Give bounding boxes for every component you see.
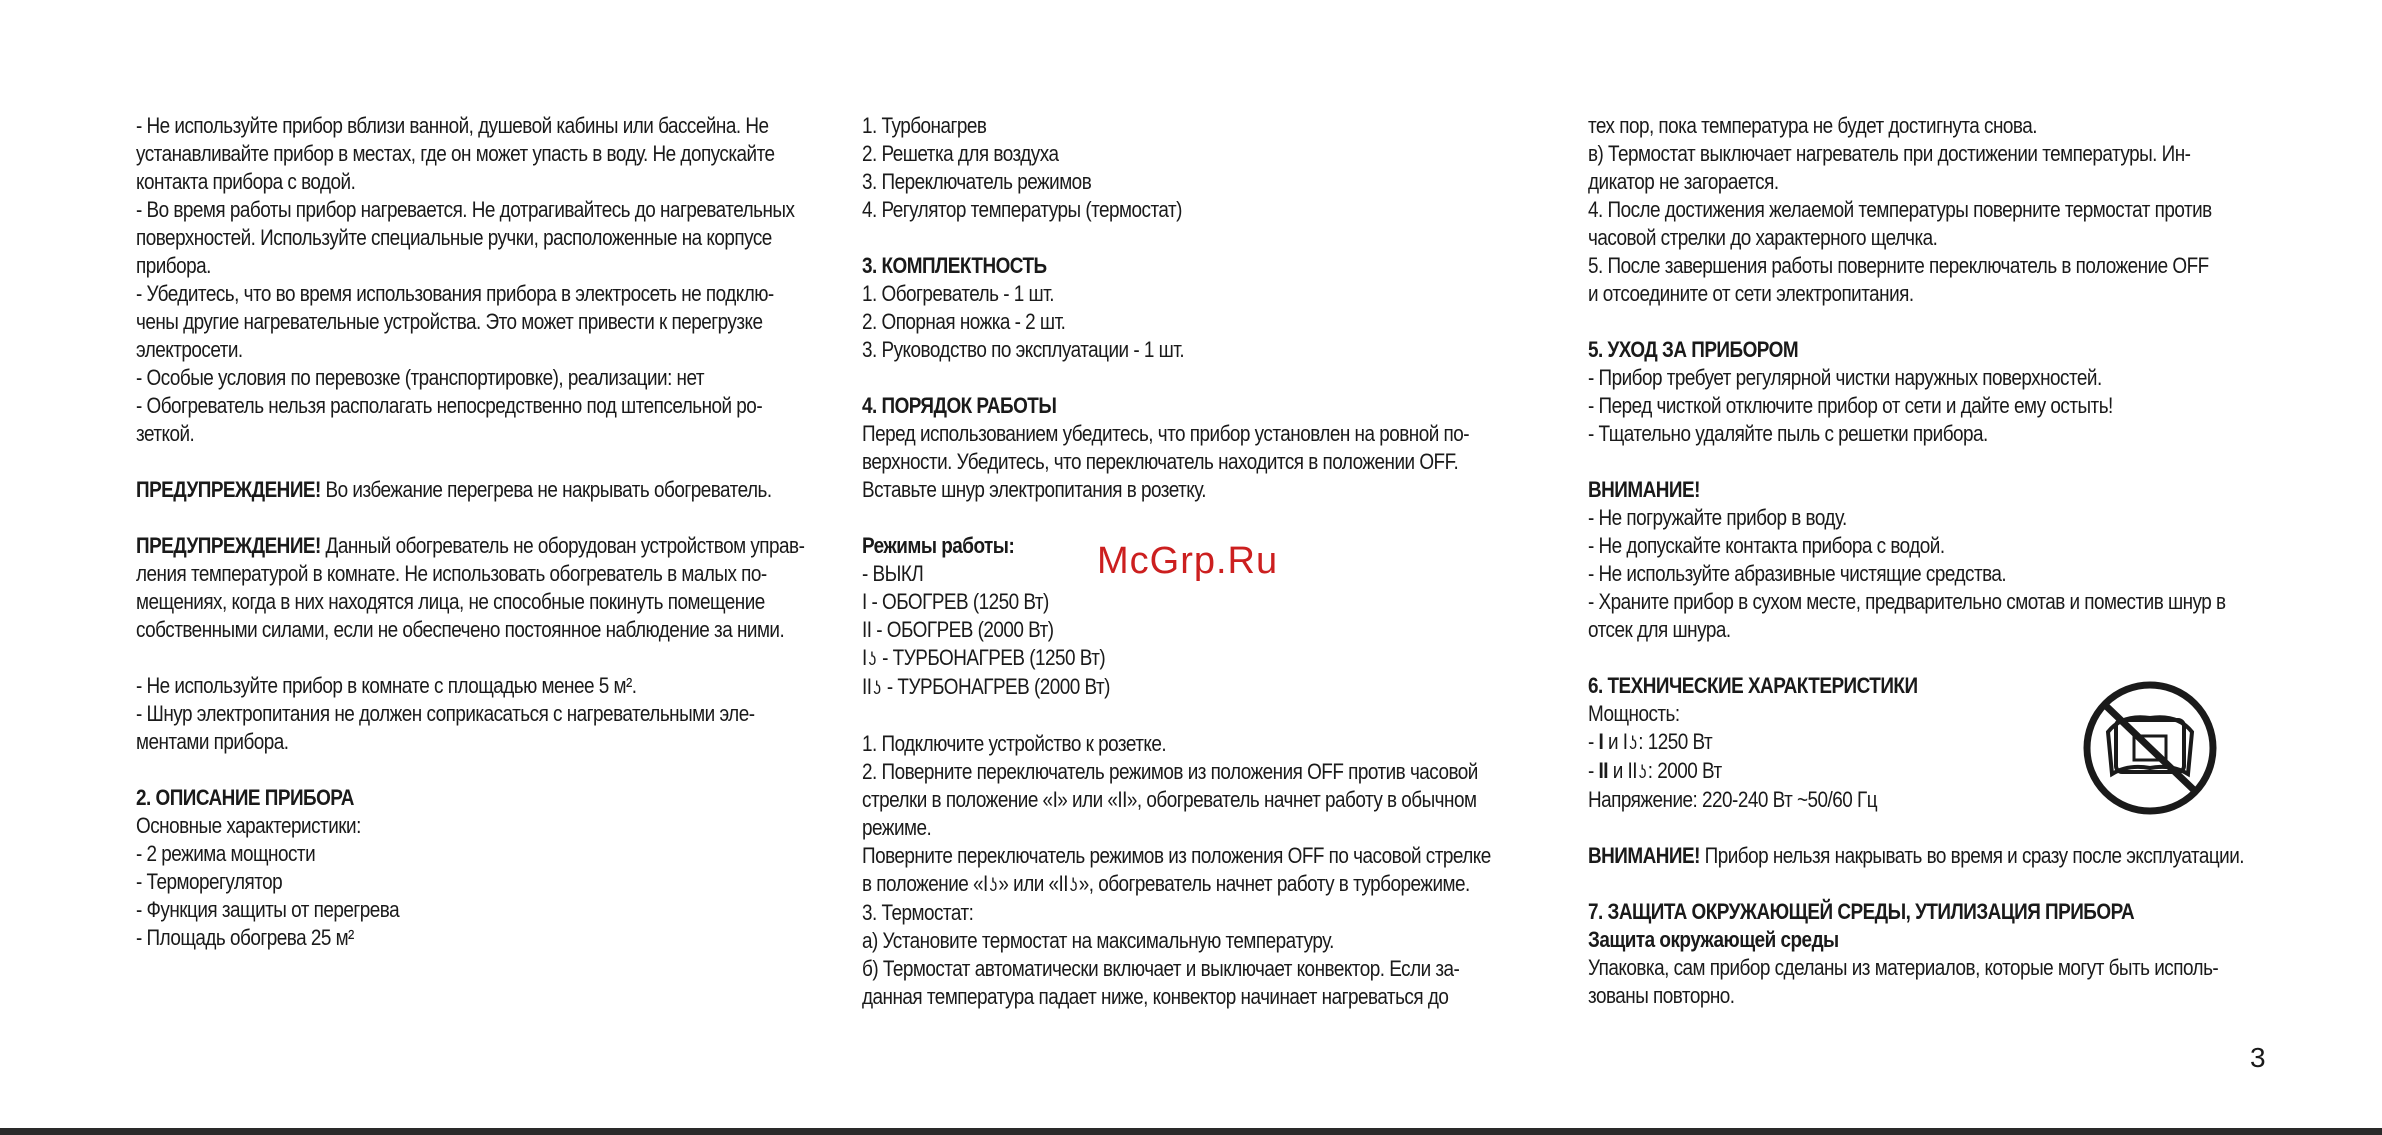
fan-icon: ʖ	[1629, 733, 1637, 753]
section-heading: 5. УХОД ЗА ПРИБОРОМ	[1588, 337, 1799, 362]
text-line: 2. Поверните переключатель режимов из положения OFF против часовой	[862, 759, 1478, 784]
list-item: - Прибор требует регулярной чистки наружных поверхностей.	[1588, 365, 2102, 390]
fan-icon: ʖ	[1638, 762, 1646, 782]
text-line: - Шнур электропитания не должен соприкасаться с нагревательными эле-	[136, 701, 755, 726]
list-item: 4. Регулятор температуры (термостат)	[862, 197, 1182, 222]
list-item: - Перед чисткой отключите прибор от сети и дайте ему остыть!	[1588, 393, 2113, 418]
spec-line: - II и IIʖ: 2000 Вт	[1588, 757, 2276, 786]
section-heading: 3. КОМПЛЕКТНОСТЬ	[862, 253, 1047, 278]
text-line: зеткой.	[136, 421, 195, 446]
attention-heading: ВНИМАНИЕ!	[1588, 477, 1700, 502]
text-line: устанавливайте прибор в местах, где он может упасть в воду. Не допускайте	[136, 141, 775, 166]
page-number: 3	[2250, 1042, 2266, 1073]
text-line: поверхностей. Используйте специальные ручки, расположенные на корпусе	[136, 225, 772, 250]
list-item: - Терморегулятор	[136, 869, 283, 894]
list-item: - Не допускайте контакта прибора с водой.	[1588, 533, 1945, 558]
text-line: и отсоедините от сети электропитания.	[1588, 281, 1914, 306]
text-line: отсек для шнура.	[1588, 617, 1731, 642]
text-line: Перед использованием убедитесь, что прибор установлен на ровной по-	[862, 421, 1470, 446]
warning-text: Во избежание перегрева не накрывать обогреватель.	[320, 477, 772, 502]
mode-item: Iʖ - ТУРБОНАГРЕВ (1250 Вт)	[862, 644, 1550, 673]
text-line: 4. После достижения желаемой температуры поверните термостат против	[1588, 197, 2212, 222]
text-line: Основные характеристики:	[136, 813, 361, 838]
warning-text: Данный обогреватель не оборудован устройством управ-	[320, 533, 805, 558]
fan-icon: ʖ	[989, 875, 997, 895]
right-column	[1588, 112, 2276, 1010]
section-heading: 7. ЗАЩИТА ОКРУЖАЮЩЕЙ СРЕДЫ, УТИЛИЗАЦИЯ ПРИБОРА	[1588, 899, 2135, 924]
warning-label: ПРЕДУПРЕЖДЕНИЕ!	[136, 533, 321, 558]
text-line: - Не используйте прибор в комнате с площадью менее 5 м².	[136, 673, 637, 698]
modes-heading: Режимы работы:	[862, 533, 1015, 558]
text-line: зованы повторно.	[1588, 983, 1735, 1008]
list-item: - Функция защиты от перегрева	[136, 897, 400, 922]
text-line: Мощность:	[1588, 701, 1680, 726]
text-line: Поверните переключатель режимов из положения OFF по часовой стрелке	[862, 843, 1491, 868]
list-item: 1. Турбонагрев	[862, 113, 987, 138]
list-item: - Тщательно удаляйте пыль с решетки прибора.	[1588, 421, 1988, 446]
mode-item: II - ОБОГРЕВ (2000 Вт)	[862, 617, 1054, 642]
list-item: - 2 режима мощности	[136, 841, 316, 866]
list-item: 2. Опорная ножка - 2 шт.	[862, 309, 1066, 334]
list-item: - Площадь обогрева 25 м²	[136, 925, 354, 950]
text-line: - Обогреватель нельзя располагать непосредственно под штепсельной ро-	[136, 393, 763, 418]
mode-item: - ВЫКЛ	[862, 561, 924, 586]
fan-icon: ʖ	[868, 649, 876, 669]
list-item: 2. Решетка для воздуха	[862, 141, 1059, 166]
text-line: Вставьте шнур электропитания в розетку.	[862, 477, 1207, 502]
text-line: ления температурой в комнате. Не использовать обогреватель в малых по-	[136, 561, 767, 586]
text-line: - Убедитесь, что во время использования прибора в электросеть не подклю-	[136, 281, 774, 306]
text-line: электросети.	[136, 337, 243, 362]
text-line: - Не используйте прибор вблизи ванной, душевой кабины или бассейна. Не	[136, 113, 769, 138]
fan-icon: ʖ	[1069, 875, 1077, 895]
warning-label: ПРЕДУПРЕЖДЕНИЕ!	[136, 477, 321, 502]
text-line: тех пор, пока температура не будет достигнута снова.	[1588, 113, 2037, 138]
section-heading: 2. ОПИСАНИЕ ПРИБОРА	[136, 785, 354, 810]
list-item: 3. Руководство по эксплуатации - 1 шт.	[862, 337, 1185, 362]
text-line: прибора.	[136, 253, 211, 278]
bottom-divider	[0, 1128, 2382, 1135]
mode-item: I - ОБОГРЕВ (1250 Вт)	[862, 589, 1049, 614]
text-line: мещениях, когда в них находятся лица, не способные покинуть помещение	[136, 589, 765, 614]
text-line: 5. После завершения работы поверните переключатель в положение OFF	[1588, 253, 2209, 278]
list-item: 1. Обогреватель - 1 шт.	[862, 281, 1054, 306]
list-item: - Не погружайте прибор в воду.	[1588, 505, 1847, 530]
text-line: - Во время работы прибор нагревается. Не дотрагивайтесь до нагревательных	[136, 197, 795, 222]
subsection-heading: Защита окружающей среды	[1588, 927, 1839, 952]
text-line: чены другие нагревательные устройства. Это может привести к перегрузке	[136, 309, 763, 334]
spec-line: Напряжение: 220-240 Вт ~50/60 Гц	[1588, 787, 1878, 812]
text-line: 3. Термостат:	[862, 900, 974, 925]
warning-label: ВНИМАНИЕ!	[1588, 843, 1700, 868]
text-line: стрелки в положение «I» или «II», обогреватель начнет работу в обычном	[862, 787, 1477, 812]
text-line: б) Термостат автоматически включает и выключает конвектор. Если за-	[862, 956, 1460, 981]
text-line: дикатор не загорается.	[1588, 169, 1779, 194]
text-line: режиме.	[862, 815, 932, 840]
section-heading: 4. ПОРЯДОК РАБОТЫ	[862, 393, 1057, 418]
warning-paragraph	[136, 476, 824, 504]
list-item: - Не используйте абразивные чистящие средства.	[1588, 561, 2007, 586]
warning-paragraph	[1588, 842, 2276, 870]
text-line: данная температура падает ниже, конвектор начинает нагреваться до	[862, 984, 1449, 1009]
text-line: 1. Подключите устройство к розетке.	[862, 731, 1167, 756]
warning-paragraph	[136, 532, 824, 560]
section-heading: 6. ТЕХНИЧЕСКИЕ ХАРАКТЕРИСТИКИ	[1588, 673, 1918, 698]
text-line: ментами прибора.	[136, 729, 289, 754]
list-item: 3. Переключатель режимов	[862, 169, 1092, 194]
fan-icon: ʖ	[873, 678, 881, 698]
mode-item: IIʖ - ТУРБОНАГРЕВ (2000 Вт)	[862, 673, 1550, 702]
text-line: в положение «Iʖ» или «IIʖ», обогреватель начнет работу в турборежиме.	[862, 870, 1550, 899]
spec-line: - I и Iʖ: 1250 Вт	[1588, 728, 2276, 757]
warning-text: Прибор нельзя накрывать во время и сразу после эксплуатации.	[1699, 843, 2245, 868]
text-line: Упаковка, сам прибор сделаны из материалов, которые могут быть исполь-	[1588, 955, 2219, 980]
left-column	[136, 112, 824, 952]
text-line: собственными силами, если не обеспечено постоянное наблюдение за ними.	[136, 617, 785, 642]
text-line: контакта прибора с водой.	[136, 169, 356, 194]
list-item: - Храните прибор в сухом месте, предварительно смотав и поместив шнур в	[1588, 589, 2226, 614]
text-line: верхности. Убедитесь, что переключатель находится в положении OFF.	[862, 449, 1459, 474]
watermark: McGrp.Ru	[1097, 540, 1279, 582]
do-not-cover-icon	[2082, 680, 2218, 816]
text-line: часовой стрелки до характерного щелчка.	[1588, 225, 1938, 250]
text-line: - Особые условия по перевозке (транспортировке), реализации: нет	[136, 365, 705, 390]
text-line: а) Установите термостат на максимальную температуру.	[862, 928, 1334, 953]
text-line: в) Термостат выключает нагреватель при достижении температуры. Ин-	[1588, 141, 2191, 166]
